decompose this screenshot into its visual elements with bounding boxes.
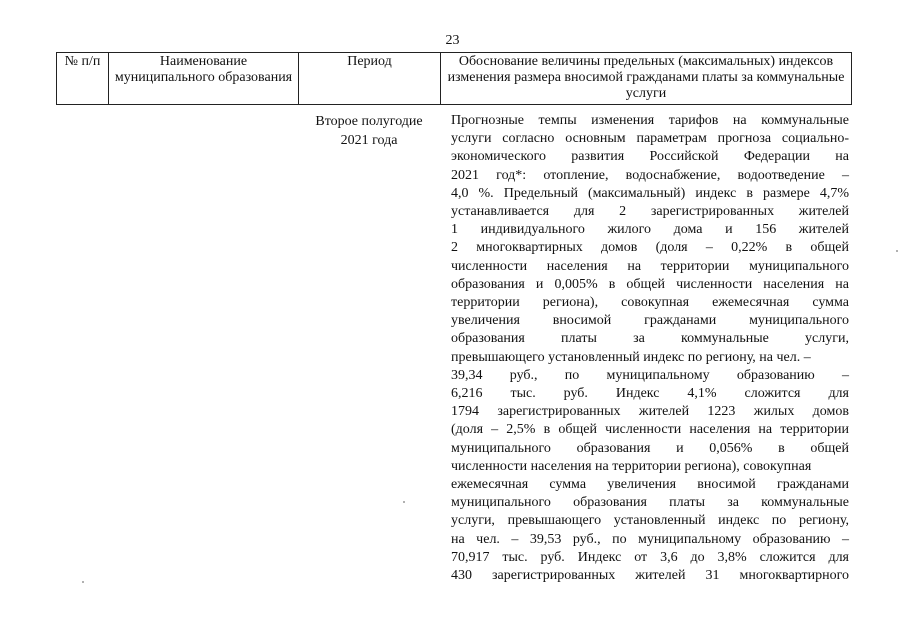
basis-line: увеличения вносимой гражданами муниципального [451, 313, 849, 329]
basis-line: муниципального образования и 0,056% в общей [451, 440, 849, 456]
header-basis: Обоснование величины предельных (максимальных) индексов изменения размера вносимой гражданами платы за коммунальные услуги [441, 53, 852, 105]
basis-line: 2 многоквартирных домов (доля – 0,22% в общей [451, 240, 849, 256]
basis-line: образования и 0,005% в общей численности населения на [451, 276, 849, 292]
scan-speck [896, 250, 898, 252]
basis-line: устанавливается для 2 зарегистрированных жителей [451, 204, 849, 220]
basis-line: 1794 зарегистрированных жителей 1223 жилых домов [451, 404, 849, 420]
basis-line: 6,216 тыс. руб. Индекс 4,1% сложится для [451, 386, 849, 402]
page-number: 23 [445, 33, 460, 48]
scan-speck [82, 581, 84, 583]
basis-line: превышающего установленный индекс по региону, на чел. – [451, 349, 811, 365]
header-period: Период [299, 53, 441, 105]
basis-line: территории региона), совокупная ежемесячная сумма [451, 295, 849, 311]
table-header-row [57, 53, 852, 105]
basis-line: 39,34 руб., по муниципальному образованию – [451, 367, 849, 383]
period-line-2: 2021 года [340, 133, 398, 148]
basis-line: экономического развития Российской Федерации на [451, 149, 849, 165]
basis-line: ежемесячная сумма увеличения вносимой гражданами [451, 477, 849, 493]
basis-line: услуги согласно основным параметрам прогноза социально- [451, 131, 849, 147]
basis-line: муниципального образования платы за коммунальные [451, 495, 849, 511]
period-cell [298, 112, 440, 150]
basis-line: 70,917 тыс. руб. Индекс от 3,6 до 3,8% сложится для [451, 549, 849, 565]
basis-line: 430 зарегистрированных жителей 31 многоквартирного [451, 568, 849, 584]
basis-line: 2021 год*: отопление, водоснабжение, водоотведение – [451, 167, 849, 183]
header-municipality-name: Наименование муниципального образования [109, 53, 299, 105]
basis-line: услуги, превышающего установленный индекс по региону, [451, 513, 849, 529]
header-number: № п/п [57, 53, 109, 105]
basis-text [451, 112, 849, 585]
scan-speck [403, 501, 405, 503]
tariff-table-header [56, 52, 852, 105]
basis-line: образования платы за коммунальные услуги, [451, 331, 849, 347]
basis-line: (доля – 2,5% в общей численности населения на территории [451, 422, 849, 438]
basis-line: 1 индивидуального жилого дома и 156 жителей [451, 222, 849, 238]
basis-line: численности населения на территории муниципального [451, 258, 849, 274]
basis-line: численности населения на территории региона), совокупная [451, 458, 812, 474]
period-line-1: Второе полугодие [315, 114, 423, 129]
basis-line: на чел. – 39,53 руб., по муниципальному образованию – [451, 531, 849, 547]
basis-line: Прогнозные темпы изменения тарифов на коммунальные [451, 113, 849, 128]
basis-line: 4,0 %. Предельный (максимальный) индекс в размере 4,7% [451, 185, 849, 201]
